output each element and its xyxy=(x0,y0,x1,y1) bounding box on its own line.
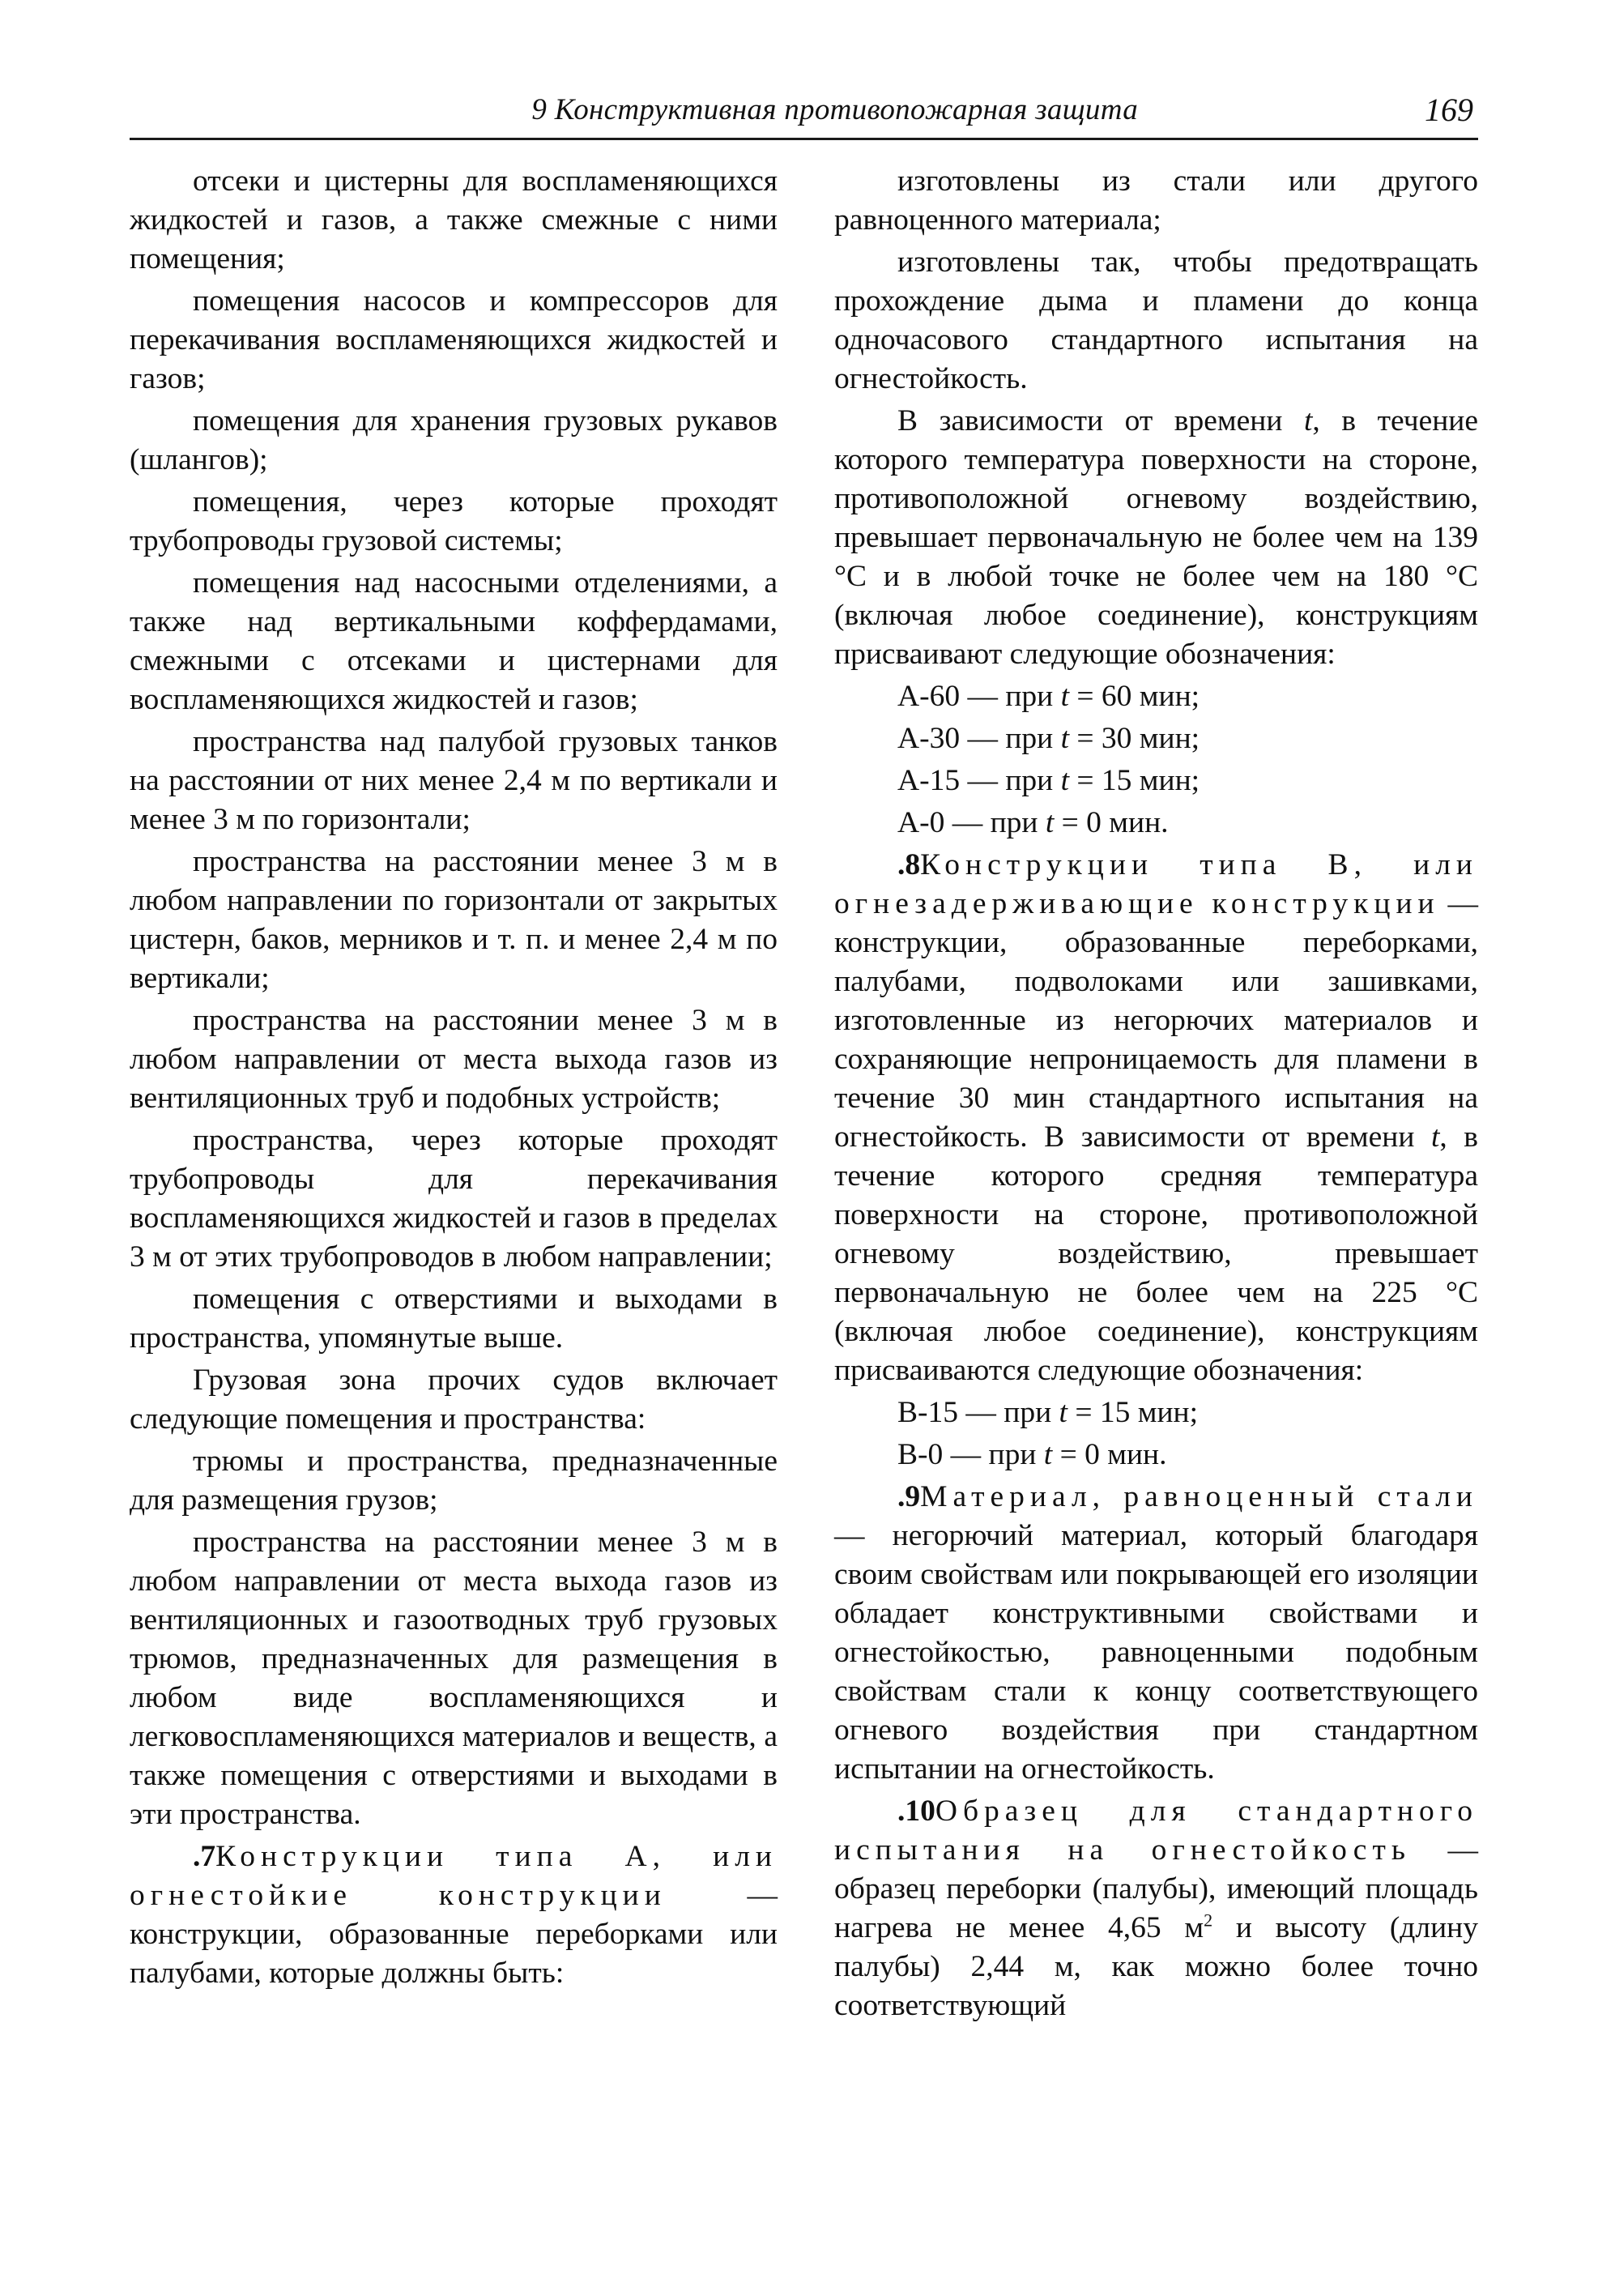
page-number: 169 xyxy=(1425,92,1473,128)
designation-value: = 0 мин. xyxy=(1054,806,1169,839)
variable: t xyxy=(1430,1120,1440,1154)
paragraph: помещения насосов и компрессоров для перекачивания воспламеняющихся жидкостей и газов; xyxy=(130,284,778,395)
designation-line xyxy=(834,1436,1478,1474)
paragraph: помещения для хранения грузовых рукавов (шлангов); xyxy=(130,404,778,476)
designation-code: А-30 — при xyxy=(897,722,1061,755)
item-number: .8 xyxy=(897,848,921,881)
paragraph: трюмы и пространства, предназначенные для размещения грузов; xyxy=(130,1445,778,1517)
item-number: .7 xyxy=(193,1840,216,1873)
definition-item-8 xyxy=(834,846,1478,1390)
designation-value: = 15 мин; xyxy=(1067,1396,1198,1429)
designation-line xyxy=(834,719,1478,758)
defined-term: Материал, равноценный стали xyxy=(920,1480,1478,1513)
chapter-title: 9 Конструктивная противопожарная защита xyxy=(531,93,1138,126)
designation-line xyxy=(834,804,1478,843)
paragraph: пространства над палубой грузовых танков на расстоянии от них менее 2,4 м по вертикали и менее 3 м по горизонтали; xyxy=(130,725,778,836)
definition-text: — конструкции, образованные переборками, палубами, подволоками или зашивками, изготовленные из негорючих материалов и сохраняющие непроницаемость для пламени в течение 30 мин стандартного испытания на огнестойкость. В зависимости от времени xyxy=(834,887,1478,1154)
defined-term: Конструкции типа А, или огнестойкие конструкции xyxy=(130,1840,778,1912)
superscript: 2 xyxy=(1204,1910,1213,1931)
variable: t xyxy=(1060,722,1070,755)
defined-term: Образец для стандартного испытания на огнестойкость xyxy=(834,1795,1478,1867)
designation-line xyxy=(834,1393,1478,1432)
definition-text: — негорючий материал, который благодаря своим свойствам или покрывающей его изоляции обладает конструктивными свойствами и огнестойкостью, равноценными подобным свойствам стали к концу соответствующего огневого воздействия при стандартном испытании на огнестойкость. xyxy=(834,1519,1478,1786)
designation-code: А-15 — при xyxy=(897,764,1061,797)
variable: t xyxy=(1045,806,1055,839)
running-header xyxy=(130,91,1478,140)
paragraph: изготовлены так, чтобы предотвращать прохождение дыма и пламени до конца одночасового стандартного испытания на огнестойкость. xyxy=(834,245,1478,395)
paragraph: пространства на расстоянии менее 3 м в любом направлении от места выхода газов из вентиляционных труб и подобных устройств; xyxy=(130,1004,778,1115)
designation-value: = 60 мин; xyxy=(1069,680,1200,713)
paragraph: помещения с отверстиями и выходами в пространства, упомянутые выше. xyxy=(130,1282,778,1355)
defined-term: Конструкции типа В, или огнезадерживающие конструкции xyxy=(834,848,1478,920)
designation-value: = 0 мин. xyxy=(1052,1438,1167,1471)
left-column xyxy=(130,162,778,1996)
paragraph xyxy=(834,402,1478,674)
paragraph: отсеки и цистерны для воспламеняющихся жидкостей и газов, а также смежные с ними помещения; xyxy=(130,164,778,275)
designation-value: = 15 мин; xyxy=(1069,764,1200,797)
designation-value: = 30 мин; xyxy=(1069,722,1200,755)
text-span: , в течение которого температура поверхности на стороне, противоположной огневому воздействию, превышает первоначальную не более чем на 139 °С и в любой точке не более чем на 180 °С (включая любое соединение), конструкциям присваивают следующие обозначения: xyxy=(834,404,1478,671)
variable: t xyxy=(1059,1396,1067,1429)
paragraph: пространства на расстоянии менее 3 м в любом направлении по горизонтали от закрытых цистерн, баков, мерников и т. п. и менее 2,4 м по вертикали; xyxy=(130,845,778,995)
definition-text: , в течение которого средняя температура поверхности на стороне, противоположной огневому воздействию, превышает первоначальную не более чем на 225 °С (включая любое соединение), конструкциям присваиваются следующие обозначения: xyxy=(834,1120,1478,1387)
designation-code: А-60 — при xyxy=(897,680,1061,713)
designation-code: В-0 — при xyxy=(897,1438,1044,1471)
text-span: В зависимости от времени xyxy=(897,404,1304,437)
paragraph: пространства на расстоянии менее 3 м в любом направлении от места выхода газов из вентиляционных и газоотводных труб грузовых трюмов, предназначенных для размещения в любом виде воспламеняющихся и легковоспламеняющихся материалов и веществ, а также помещения с отверстиями и выходами в эти пространства. xyxy=(130,1526,778,1831)
definition-text: — конструкции, образованные переборками или палубами, которые должны быть: xyxy=(130,1879,778,1990)
variable: t xyxy=(1060,764,1070,797)
variable: t xyxy=(1060,680,1070,713)
definition-text: и высоту (длину палубы) 2,44 м, как можно более точно соответствующий xyxy=(834,1911,1478,2022)
definition-item-7 xyxy=(130,1837,778,1993)
paragraph: помещения над насосными отделениями, а также над вертикальными коффердамами, смежными с отсеками и цистернами для воспламеняющихся жидкостей и газов; xyxy=(130,566,778,716)
paragraph: Грузовая зона прочих судов включает следующие помещения и пространства: xyxy=(130,1364,778,1436)
designation-line xyxy=(834,762,1478,800)
definition-item-9 xyxy=(834,1478,1478,1789)
definition-text: — образец переборки (палубы), имеющий площадь нагрева не менее 4,65 м xyxy=(834,1833,1478,1944)
designation-code: В-15 — при xyxy=(897,1396,1059,1429)
designation-line xyxy=(834,677,1478,716)
item-number: .10 xyxy=(897,1795,935,1828)
paragraph: помещения, через которые проходят трубопроводы грузовой системы; xyxy=(130,485,778,557)
variable: t xyxy=(1043,1438,1053,1471)
right-column xyxy=(834,162,1478,2029)
paragraph: пространства, через которые проходят трубопроводы для перекачивания воспламеняющихся жидкостей и газов в пределах 3 м от этих трубопроводов в любом направлении; xyxy=(130,1124,778,1274)
variable: t xyxy=(1303,404,1313,437)
item-number: .9 xyxy=(897,1480,921,1513)
paragraph: изготовлены из стали или другого равноценного материала; xyxy=(834,164,1478,237)
definition-item-10 xyxy=(834,1792,1478,2025)
designation-code: А-0 — при xyxy=(897,806,1046,839)
